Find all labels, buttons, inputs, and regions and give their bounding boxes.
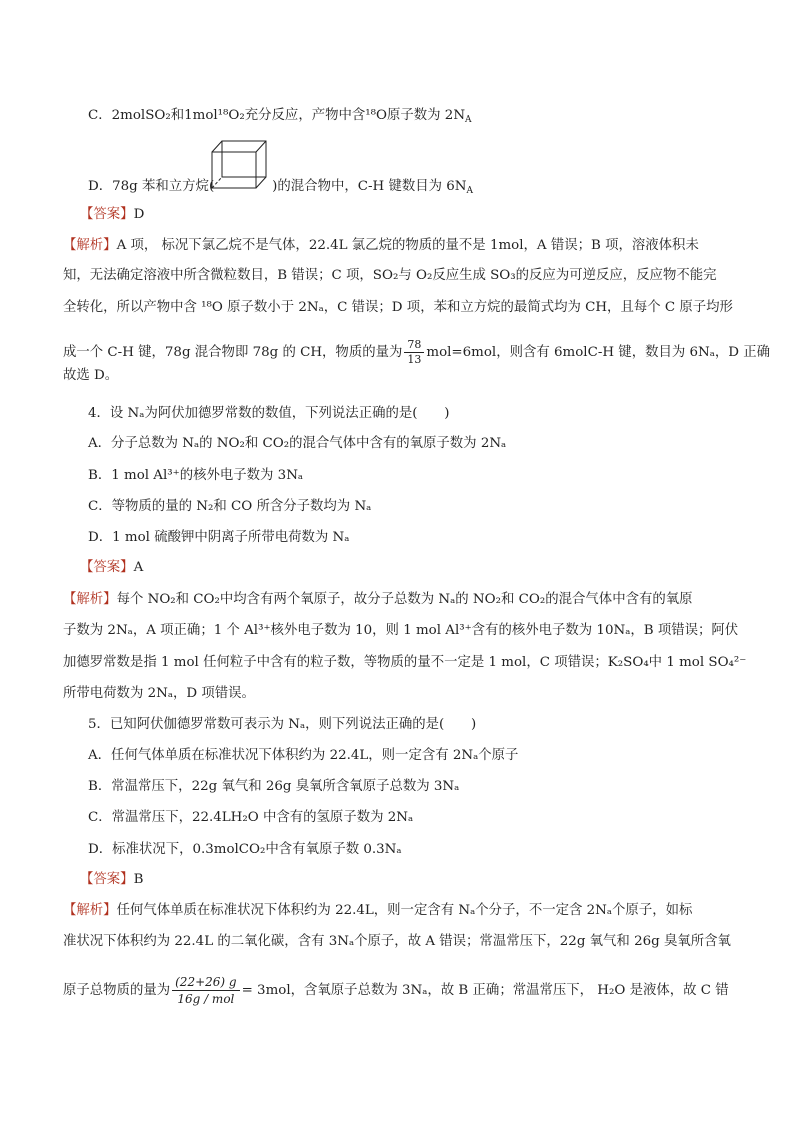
fraction-78-13: $\frac{78}{13}$ <box>404 338 424 367</box>
q4-explanation-line2: 子数为 2Nₐ，A 项正确；1 个 Al³⁺核外电子数为 10，则 1 mol Al³⁺含有的核外电子数为 10Nₐ，B 项错误；阿伏 <box>63 623 739 638</box>
q5-explanation-line3: 原子总物质的量为 $\frac{(22+26) g}{\text{16g / mol}}$ = 3mol，含氧原子总数为 3Nₐ，故 B 正确；常温常压下， H₂O 是液体，故 C 错 <box>63 975 729 1006</box>
q4-option-d: D．1 mol 硫酸钾中阴离子所带电荷数为 Nₐ <box>88 530 350 545</box>
q4-answer: 【答案】A <box>80 560 144 575</box>
q3-explanation-line1: 【解析】A 项， 标况下氯乙烷不是气体，22.4L 氯乙烷的物质的量不是 1mol，A 错误；B 项，溶液体积未 <box>63 238 699 253</box>
q3-option-c: C．2molSO₂和1mol¹⁸O₂充分反应，产物中含¹⁸O原子数为 $2N_A$ <box>88 108 472 125</box>
q5-option-a: A．任何气体单质在标准状况下体积约为 22.4L，则一定含有 2Nₐ个原子 <box>88 748 519 763</box>
q5-explanation-line2: 准状况下体积约为 22.4L 的二氧化碳，含有 3Nₐ个原子，故 A 错误；常温常压下，22g 氧气和 26g 臭氧所含氧 <box>63 934 731 949</box>
q4-explanation-line3: 加德罗常数是指 1 mol 任何粒子中含有的粒子数，等物质的量不一定是 1 mol，C 项错误；K₂SO₄中 1 mol SO₄²⁻ <box>63 655 747 670</box>
q3-explanation-line5: 故选 D。 <box>63 368 119 383</box>
q3-explanation-line4: 成一个 C-H 键，78g 混合物即 78g 的 CH，物质的量为 $\frac{78}{13}$ mol=6mol，则含有 6molC-H 键，数目为 6Nₐ，D 正确 <box>63 338 771 366</box>
q3-explanation-line2: 知，无法确定溶液中所含微粒数目，B 错误；C 项，SO₂与 O₂反应生成 SO₃的反应为可逆反应，反应物不能完 <box>63 268 717 283</box>
q3-option-d: D．78g 苯和立方烷( )的混合物中，C-H 键数目为 $6N_A$ <box>88 179 473 196</box>
q5-answer: 【答案】B <box>80 872 144 887</box>
q5-option-b: B．常温常压下，22g 氧气和 26g 臭氧所含氧原子总数为 3Nₐ <box>88 779 460 794</box>
q5-stem: 5．已知阿伏伽德罗常数可表示为 Nₐ，则下列说法正确的是( ) <box>88 717 477 732</box>
q5-option-d: D．标准状况下，0.3molCO₂中含有氧原子数 0.3Nₐ <box>88 842 402 857</box>
fraction-oxygen-moles: $\frac{(22+26) g}{\text{16g / mol}}$ <box>172 974 239 1007</box>
q4-option-c: C．等物质的量的 N₂和 CO 所含分子数均为 Nₐ <box>88 499 372 514</box>
q4-explanation-line1: 【解析】每个 NO₂和 CO₂中均含有两个氧原子，故分子总数为 Nₐ的 NO₂和 CO₂的混合气体中含有的氧原 <box>63 592 693 607</box>
q5-explanation-line1: 【解析】任何气体单质在标准状况下体积约为 22.4L，则一定含有 Nₐ个分子，不一定含 2Nₐ个原子，如标 <box>63 903 693 918</box>
q4-option-b: B．1 mol Al³⁺的核外电子数为 3Nₐ <box>88 468 304 483</box>
q5-option-c: C．常温常压下，22.4LH₂O 中含有的氢原子数为 2Nₐ <box>88 810 414 825</box>
q3-answer: 【答案】D <box>80 207 145 222</box>
q4-explanation-line4: 所带电荷数为 2Nₐ，D 项错误。 <box>63 686 255 701</box>
q3-explanation-line3: 全转化，所以产物中含 ¹⁸O 原子数小于 2Nₐ，C 错误；D 项，苯和立方烷的最简式均为 CH，且每个 C 原子均形 <box>63 300 733 315</box>
q4-stem: 4．设 Nₐ为阿伏加德罗常数的数值，下列说法正确的是( ) <box>88 406 450 421</box>
cubane-structure-image <box>208 138 270 192</box>
q4-option-a: A．分子总数为 Nₐ的 NO₂和 CO₂的混合气体中含有的氧原子数为 2Nₐ <box>88 436 507 451</box>
